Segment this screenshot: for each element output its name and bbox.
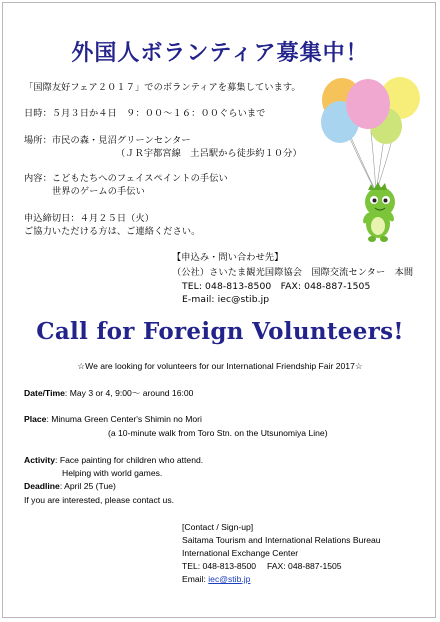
jp-place-access: （ＪＲ宇都宮線 土呂駅から徒歩約１０分） xyxy=(116,148,302,159)
jp-deadline: 申込締切日：４月２５日（火） xyxy=(24,213,155,224)
jp-place xyxy=(24,135,191,146)
en-contact-head: [Contact / Sign-up] xyxy=(182,522,254,532)
en-title: Call for Foreign Volunteers! xyxy=(36,318,404,345)
en-intro: ☆We are looking for volunteers for our International Friendship Fair 2017☆ xyxy=(77,361,363,371)
en-please: If you are interested, please contact us. xyxy=(24,495,175,505)
en-place xyxy=(24,414,202,424)
en-contact-org2: International Exchange Center xyxy=(182,548,299,558)
en-deadline-label: Deadline xyxy=(24,481,60,491)
jp-place-label: 場所： xyxy=(24,135,52,146)
en-email-label: Email: xyxy=(182,574,209,584)
jp-contact-org: （公社）さいたま観光国際協会 国際交流センター 本間 xyxy=(172,267,414,278)
en-contact-org1: Saitama Tourism and International Relations Bureau xyxy=(182,535,381,545)
en-date-label: Date/Time xyxy=(24,388,65,398)
en-contact-email xyxy=(182,574,250,584)
green-mascot-illustration xyxy=(361,182,395,242)
en-place-value: : Minuma Green Center's Shimin no Mori xyxy=(46,414,202,424)
en-place-access: (a 10-minute walk from Toro Stn. on the Utsunomiya Line) xyxy=(108,428,328,438)
en-date-value: : May 3 or 4, 9:00～ around 16:00 xyxy=(64,388,194,398)
jp-contact-email: E-mail: iec@stib.jp xyxy=(182,294,270,305)
en-activity-label: Activity xyxy=(24,455,56,465)
en-contact-tel: TEL: 048-813-8500 FAX: 048-887-1505 xyxy=(182,561,342,571)
balloon-pink xyxy=(346,79,390,129)
jp-contact-tel: TEL: 048-813-8500 FAX: 048-887-1505 xyxy=(182,281,371,292)
en-activity-1: : Face painting for children who attend. xyxy=(55,455,204,465)
en-date xyxy=(24,388,193,398)
jp-please: ご協力いただける方は、ご連絡ください。 xyxy=(24,226,201,237)
jp-contact-head: 【申込み・問い合わせ先】 xyxy=(172,252,284,263)
jp-place-value: 市民の森・見沼グリーンセンター xyxy=(51,135,191,146)
en-deadline-value: : April 25 (Tue) xyxy=(59,481,116,491)
jp-content-2: 世界のゲームの手伝い xyxy=(52,186,145,197)
jp-content-label: 内容： xyxy=(24,173,52,184)
jp-content-1: こどもたちへのフェイスペイントの手伝い xyxy=(51,173,228,184)
en-deadline xyxy=(24,481,116,491)
jp-date: 日時：５月３日か４日 ９：００～１６：００ぐらいまで xyxy=(24,108,266,119)
jp-content xyxy=(24,173,228,184)
en-place-label: Place xyxy=(24,414,47,424)
jp-title: 外国人ボランティア募集中！ xyxy=(71,41,369,66)
balloons-illustration xyxy=(318,74,422,246)
jp-intro: 「国際友好フェア２０１７」でのボランティアを募集しています。 xyxy=(24,82,301,93)
en-email-link[interactable]: iec@stib.jp xyxy=(208,574,251,584)
en-activity xyxy=(24,455,203,465)
en-activity-2: Helping with world games. xyxy=(62,468,163,478)
